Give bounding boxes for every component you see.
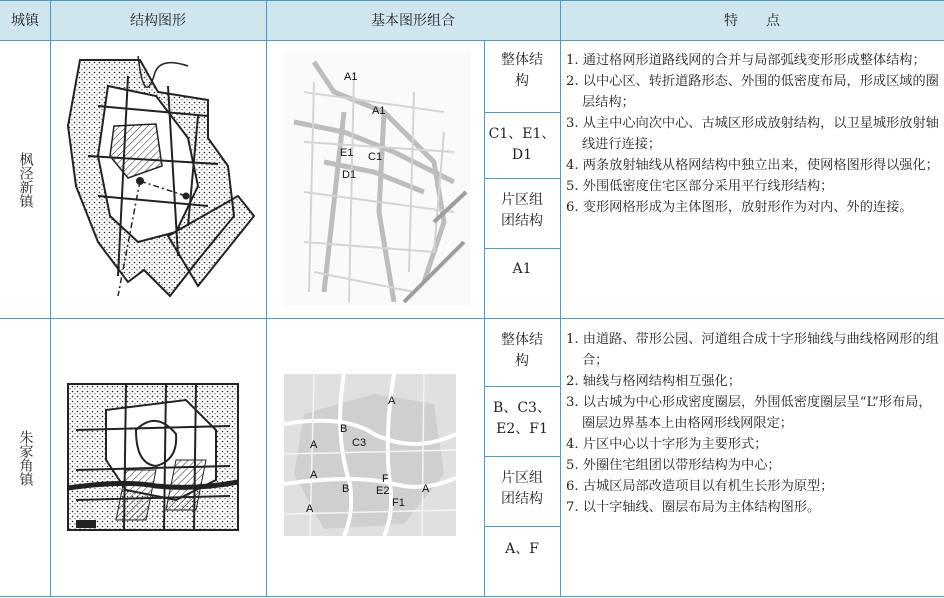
level-cluster: 片区组团结构 xyxy=(501,470,543,507)
map-label: E1 xyxy=(340,147,354,159)
town-name-zhujiajiao: 朱家角镇 xyxy=(17,430,34,486)
town-name-fengjing: 枫泾新镇 xyxy=(17,152,34,208)
features-fengjing xyxy=(566,50,940,218)
feature-item: 5. 外围低密度住宅区部分采用平行线形结构； xyxy=(566,179,834,194)
feature-item: 6. 古城区局部改造项目以有机生长形为原型； xyxy=(566,479,834,494)
map-label: D1 xyxy=(342,169,357,181)
feature-item: 2. 以中心区、转折道路形态、外围的低密度布局，形成区域的圈层结构； xyxy=(566,74,939,110)
feature-item: 6. 变形网格形成为主体图形，放射形作为对内、外的连接。 xyxy=(566,200,913,215)
level-cluster: 片区组团结构 xyxy=(501,192,543,229)
feature-item: 5. 外圈住宅组团以带形结构为中心； xyxy=(566,458,781,473)
map-label: B xyxy=(340,423,348,435)
level-centers: B、C3、E2、F1 xyxy=(493,400,551,437)
level-a1: A1 xyxy=(512,261,532,277)
map-label: A xyxy=(388,395,396,407)
basic-map-fengjing xyxy=(284,52,470,306)
map-label: A xyxy=(310,439,318,451)
structure-sketch-fengjing xyxy=(58,46,258,312)
feature-item: 4. 两条放射轴线从格网结构中独立出来，使网格图形得以强化； xyxy=(566,158,939,173)
feature-item: 3. 从主中心向次中心、古城区形成放射结构，以卫星城形放射轴线进行连接； xyxy=(566,116,939,152)
structure-sketch-zhujiajiao xyxy=(66,370,240,540)
feature-item: 2. 轴线与格网结构相互强化； xyxy=(566,374,742,389)
level-overall: 整体结构 xyxy=(501,332,543,369)
map-label: B xyxy=(342,483,350,495)
map-label: C1 xyxy=(368,151,383,163)
level-overall: 整体结构 xyxy=(501,52,543,89)
map-label: A1 xyxy=(372,105,386,117)
map-label: F xyxy=(382,473,389,485)
feature-item: 1. 通过格网形道路线网的合并与局部弧线变形形成整体结构； xyxy=(566,53,926,68)
map-label: F1 xyxy=(392,497,405,509)
header-town: 城镇 xyxy=(0,0,50,40)
map-label: A xyxy=(306,503,314,515)
map-label: E2 xyxy=(376,485,390,497)
feature-item: 3. 以古城为中心形成密度圈层，外围低密度圈层呈“L”形布局，圈层边界基本上由格网形线网限定； xyxy=(566,395,932,431)
level-af: A、F xyxy=(505,541,539,557)
basic-map-zhujiajiao xyxy=(284,374,456,536)
header-basic: 基本图形组合 xyxy=(266,0,560,40)
feature-item: 1. 由道路、带形公园、河道组合成十字形轴线与曲线格网形的组合； xyxy=(566,332,939,368)
map-label: A1 xyxy=(344,71,358,83)
feature-item: 4. 片区中心以十字形为主要形式； xyxy=(566,437,768,452)
level-centers: C1、E1、D1 xyxy=(488,126,556,163)
header-structure: 结构图形 xyxy=(50,0,266,40)
header-features: 特 点 xyxy=(560,0,944,40)
map-label: A xyxy=(310,469,318,481)
map-label: A xyxy=(422,483,430,495)
features-zhujiajiao xyxy=(566,329,940,518)
map-label: C3 xyxy=(352,437,367,449)
feature-item: 7. 以十字轴线、圈层布局为主体结构图形。 xyxy=(566,500,821,515)
